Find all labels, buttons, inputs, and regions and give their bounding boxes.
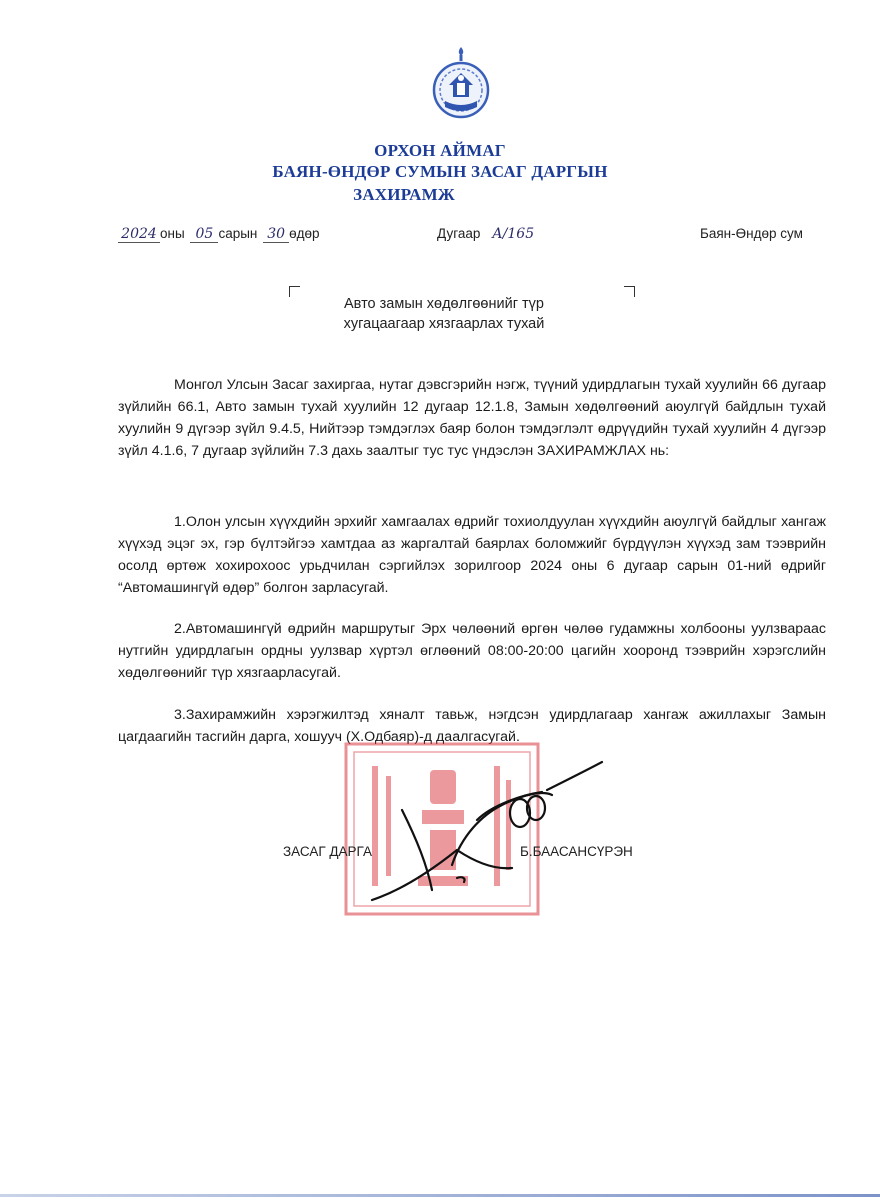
document-type-title: ЗАХИРАМЖ xyxy=(353,185,455,204)
number-label: Дугаар xyxy=(437,226,481,241)
location: Баян-Өндөр сум xyxy=(700,226,803,241)
body-paragraph-item-1: 1.Олон улсын хүүхдийн эрхийг хамгаалах өдрийг тохиолдуулан хүүхдийн аюулгүй байдлыг хангаж хүүхэд эцэг эх, гэр бүлтэйгээ хамтдаа аз жаргалтай баярлах боломжийг бүрдүүлэн хүүхэд зам тээврийн осолд өртөж хохирохоос урьдчилан сэргийлэх зорилгоор 2024 оны 6 дугаар сарын 01-ний өдрийг “Автомашингүй өдөр” болгон зарласугай. xyxy=(118,514,826,596)
date-day: 30 xyxy=(263,226,289,243)
date-month: 05 xyxy=(190,226,218,243)
date-line xyxy=(118,226,320,243)
document-number xyxy=(437,226,542,242)
body-paragraph-item-2: 2.Автомашингүй өдрийн маршрутыг Эрх чөлөөний өргөн чөлөө гудамжны холбооны уулзвараас нутгийн удирдлагын ордны уулзвар хүртэл өглөөний 08:00-20:00 цагийн хооронд тээврийн хэрэгслийн хөдөлгөөнийг түр хязгаарласугай. xyxy=(118,621,826,681)
page-bottom-edge xyxy=(0,1194,880,1197)
signer-name: Б.БААСАНСҮРЭН xyxy=(520,844,633,859)
body-paragraph-preamble: Монгол Улсын Засаг захиргаа, нутаг дэвсгэрийн нэгж, түүний удирдлагын тухай хуулийн 66 дугаар зүйлийн 66.1, Авто замын тухай хуулийн 12 дугаар 12.1.8, Замын хөдөлгөөний аюулгүй байдлын тухай хуулийн 9 дүгээр зүйл 9.4.5, Нийтээр тэмдэглэх баяр болон тэмдэглэлт өдрүүдийн тухай хуулийн 4 дүгээр зүйл 4.1.6, 7 дугаар зүйлийн 7.3 дахь заалтыг тус тус үндэслэн ЗАХИРАМЖЛАХ нь: xyxy=(118,377,826,459)
number-value: А/165 xyxy=(492,226,535,242)
org-name-line1: ОРХОН АЙМАГ xyxy=(374,141,506,160)
subject-line1: Авто замын хөдөлгөөнийг түр xyxy=(344,296,544,312)
date-day-suffix: өдөр xyxy=(289,226,320,241)
org-name-line2: БАЯН-ӨНДӨР СУМЫН ЗАСАГ ДАРГЫН xyxy=(272,162,608,181)
signer-title: ЗАСАГ ДАРГА xyxy=(283,844,372,859)
state-emblem-icon xyxy=(431,45,491,125)
subject-line2: хугацаагаар хязгаарлах тухай xyxy=(343,316,545,332)
handwritten-signature xyxy=(362,750,612,925)
body-paragraph-item-3: 3.Захирамжийн хэрэгжилтэд хяналт тавьж, нэгдсэн удирдлагаар хангаж ажиллахыг Замын цагдаагийн тасгийн дарга, хошууч (Х.Одбаяр)-д даалгасугай. xyxy=(118,707,826,745)
date-year: 2024 xyxy=(118,226,160,243)
date-year-suffix: оны xyxy=(160,226,185,241)
date-month-suffix: сарын xyxy=(218,226,258,241)
